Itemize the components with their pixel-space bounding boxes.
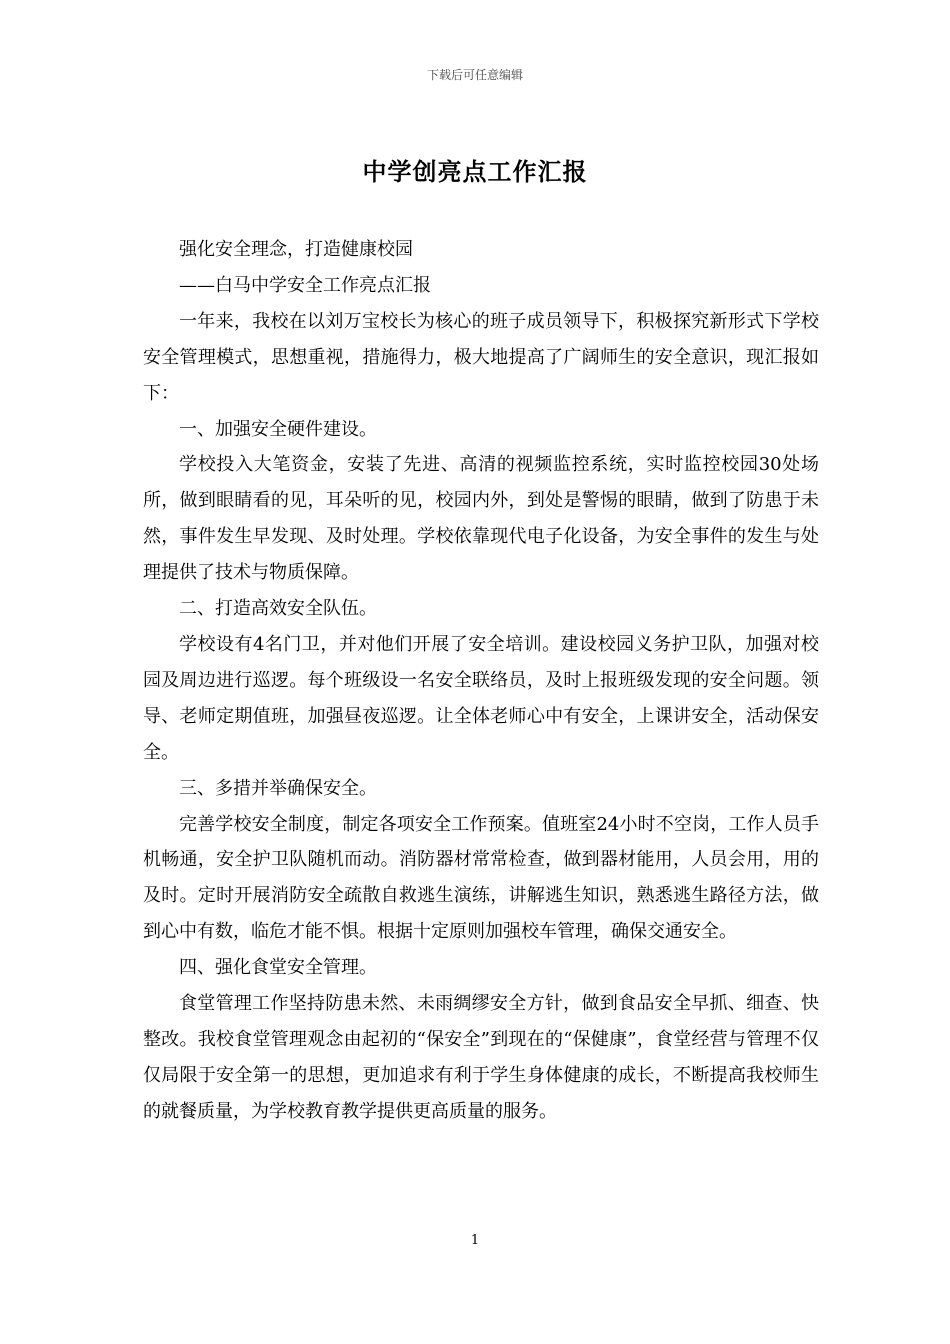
paragraph-section-1: 学校投入大笔资金，安装了先进、高清的视频监控系统，实时监控校园30处场所，做到眼睛看的见，耳朵听的见，校园内外，到处是警惕的眼睛，做到了防患于未然，事件发生早发现、及时处理。学校依靠现代电子化设备，为安全事件的发生与处理提供了技术与物质保障。 bbox=[143, 454, 819, 584]
header-note: 下载后可任意编辑 bbox=[426, 68, 523, 82]
document-title: 中学创亮点工作汇报 bbox=[362, 157, 588, 186]
paragraph-section-3: 完善学校安全制度，制定各项安全工作预案。值班室24小时不空岗，工作人员手机畅通，安全护卫队随机而动。消防器材常常检查，做到器材能用，人员会用，用的及时。定时开展消防安全疏散自救逃生演练，讲解逃生知识，熟悉逃生路径方法，做到心中有数，临危才能不惧。根据十定原则加强校车管理，确保交通安全。 bbox=[143, 813, 819, 943]
paragraph-subtitle: 强化安全理念，打造健康校园 bbox=[179, 239, 413, 260]
paragraph-section-2: 学校设有4名门卫，并对他们开展了安全培训。建设校园义务护卫队，加强对校园及周边进行巡逻。每个班级设一名安全联络员，及时上报班级发现的安全问题。领导、老师定期值班，加强昼夜巡逻。让全体老师心中有安全，上课讲安全，活动保安全。 bbox=[143, 633, 819, 763]
section-heading-3: 三、多措并举确保安全。 bbox=[179, 777, 377, 799]
section-heading-2: 二、打造高效安全队伍。 bbox=[179, 598, 377, 620]
page-number: 1 bbox=[470, 1233, 480, 1248]
paragraph-byline: ——白马中学安全工作亮点汇报 bbox=[179, 274, 431, 296]
document-body bbox=[143, 232, 819, 1130]
paragraph-section-4: 食堂管理工作坚持防患未然、未雨绸缪安全方针，做到食品安全早抓、细查、快整改。我校食堂管理观念由起初的“保安全”到现在的“保健康”，食堂经营与管理不仅仅局限于安全第一的思想，更加追求有利于学生身体健康的成长，不断提高我校师生的就餐质量，为学校教育教学提供更高质量的服务。 bbox=[143, 993, 819, 1122]
section-heading-4: 四、强化食堂安全管理。 bbox=[179, 957, 377, 979]
section-heading-1: 一、加强安全硬件建设。 bbox=[179, 418, 377, 440]
paragraph-intro: 一年来，我校在以刘万宝校长为核心的班子成员领导下，积极探究新形式下学校安全管理模式，思想重视，措施得力，极大地提高了广阔师生的安全意识，现汇报如下： bbox=[143, 310, 819, 404]
